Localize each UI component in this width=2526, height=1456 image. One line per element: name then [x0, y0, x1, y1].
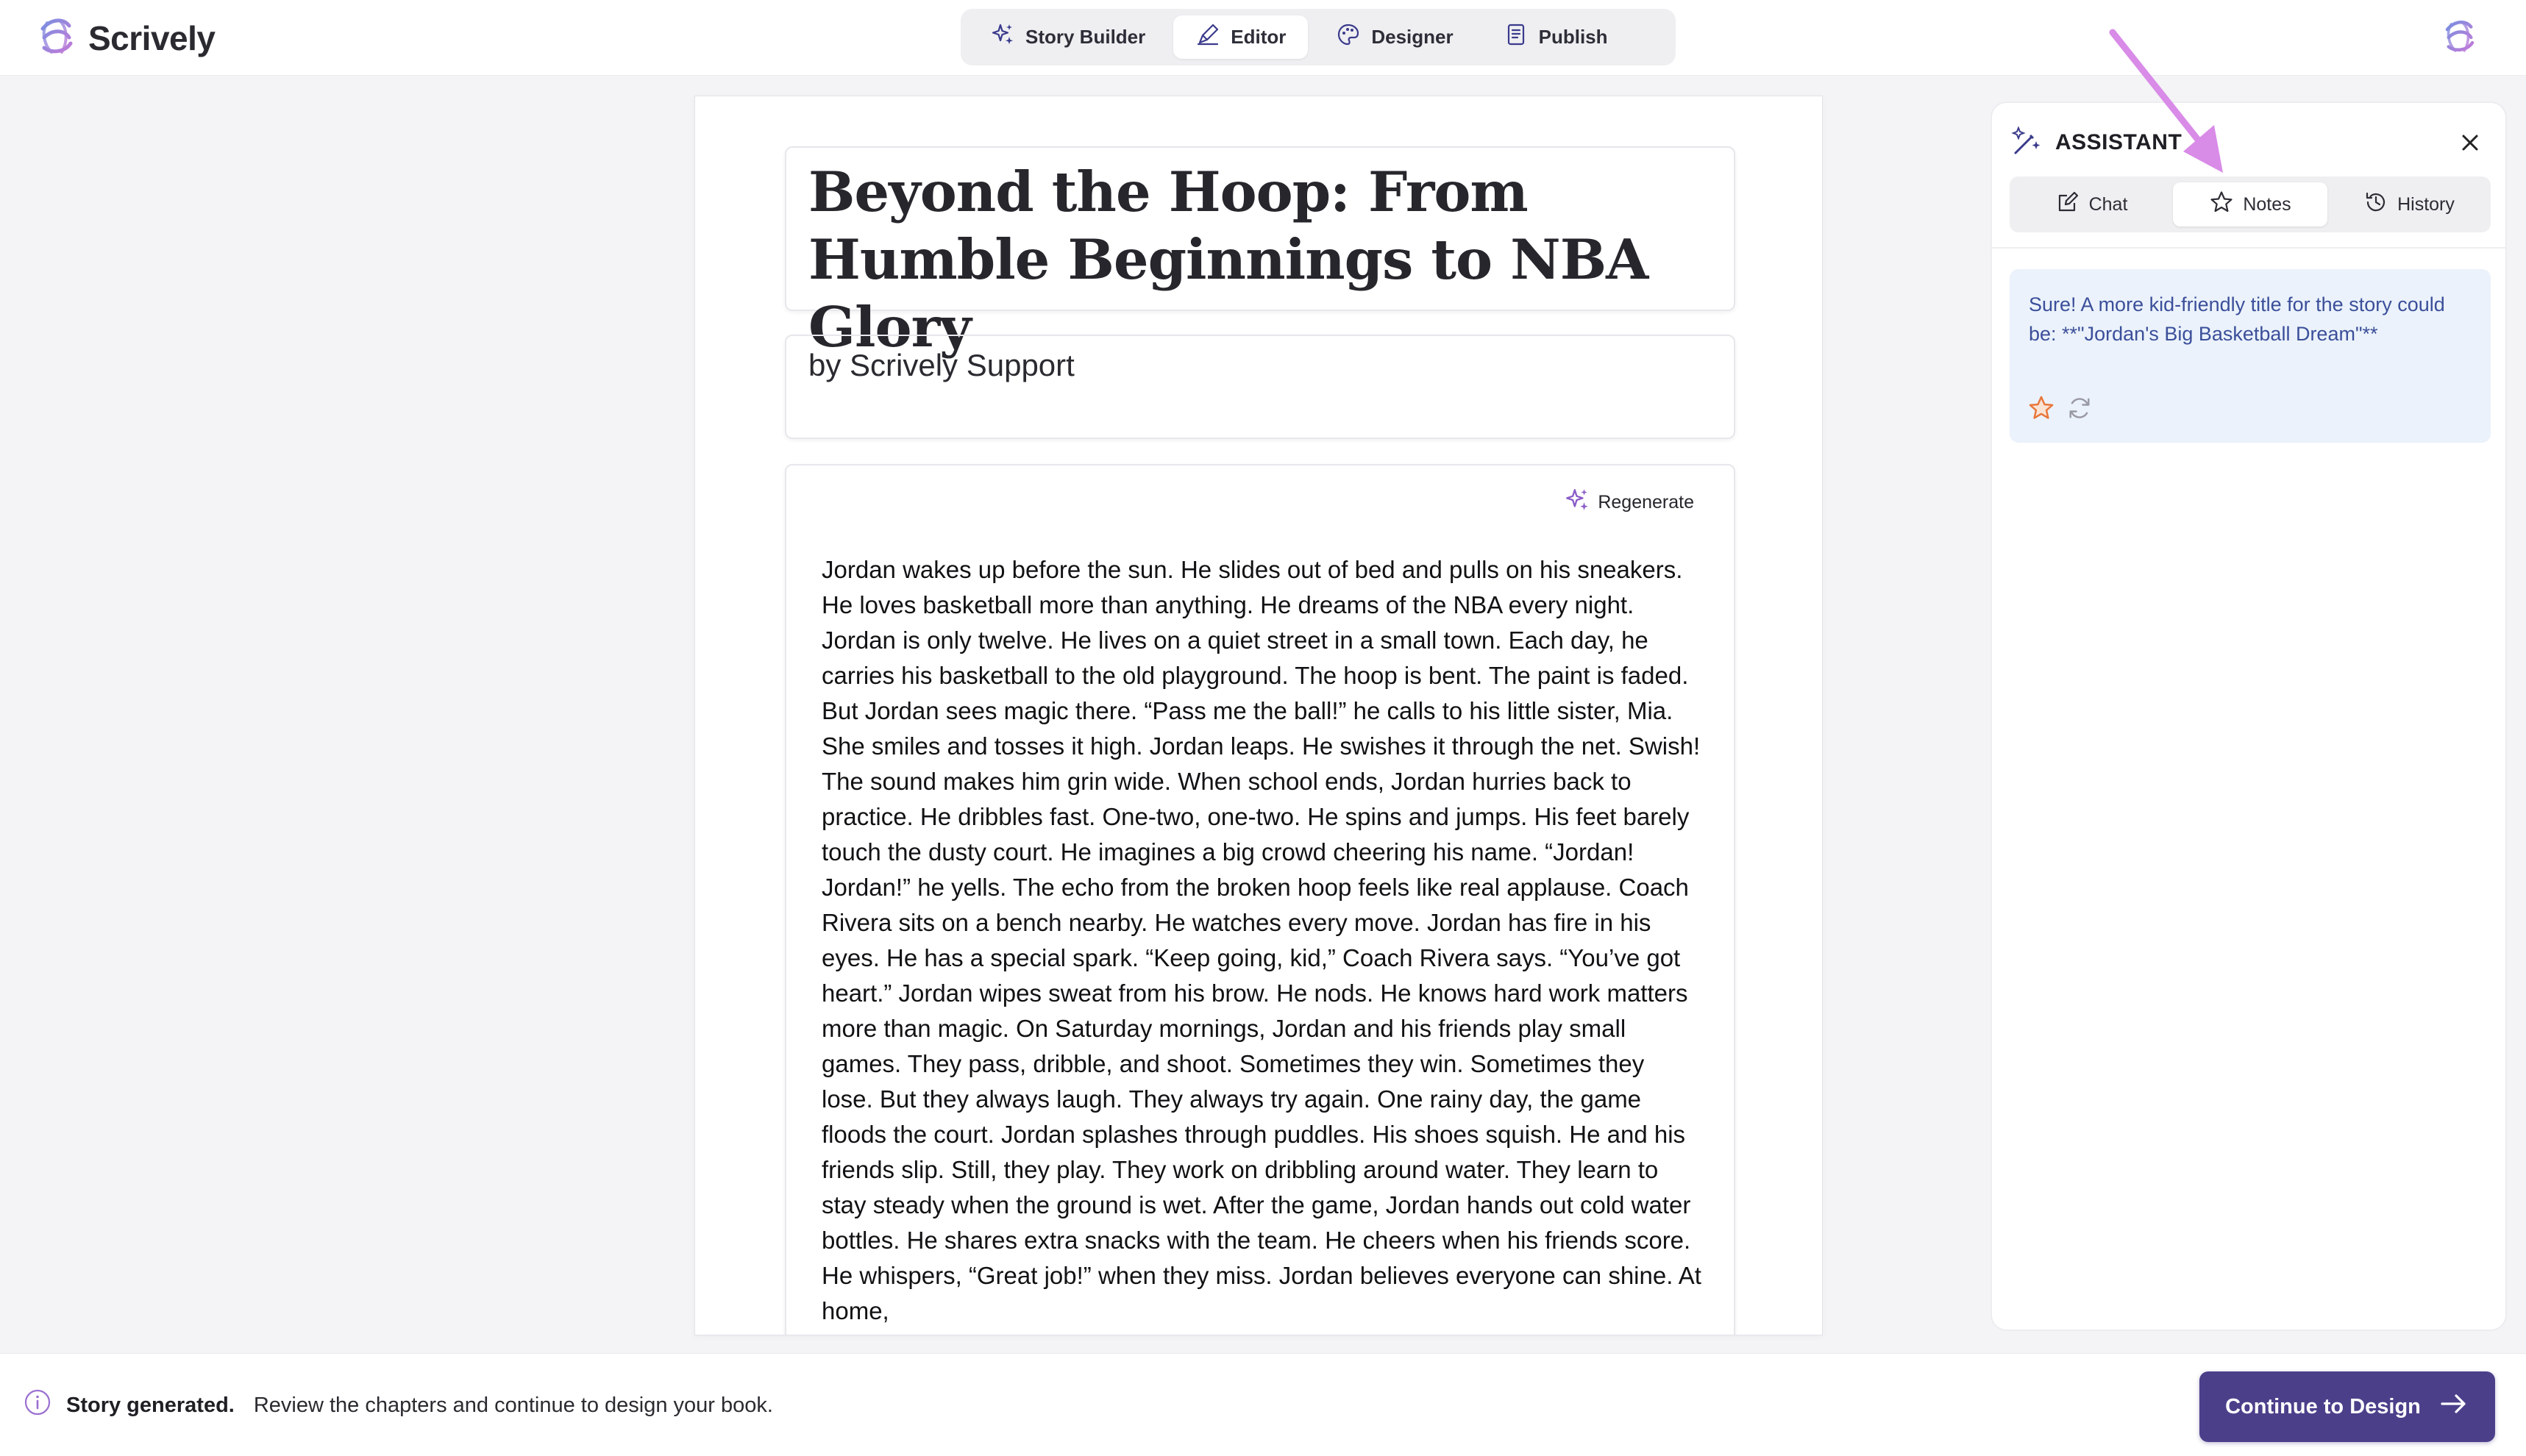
- tab-designer[interactable]: [1314, 15, 1475, 59]
- close-icon[interactable]: [2458, 131, 2482, 154]
- palette-icon: [1336, 22, 1361, 52]
- status-title: Story generated.: [66, 1393, 235, 1417]
- cta-label: Continue to Design: [2225, 1394, 2421, 1418]
- story-title[interactable]: Beyond the Hoop: From Humble Beginnings to NBA Glory: [808, 160, 1648, 360]
- note-card: [2010, 269, 2491, 443]
- annotation-arrow-icon: [2096, 22, 2244, 188]
- assistant-tabs: [2010, 176, 2491, 232]
- author-field[interactable]: [785, 335, 1735, 439]
- star-icon: [2209, 190, 2234, 220]
- star-icon[interactable]: [2027, 394, 2055, 426]
- tab-label: Notes: [2243, 193, 2291, 215]
- editor-document: [694, 96, 1823, 1335]
- tab-label: Chat: [2088, 193, 2128, 215]
- tab-notes[interactable]: [2173, 182, 2327, 226]
- edit-icon: [2055, 190, 2080, 220]
- tab-history[interactable]: [2332, 182, 2486, 226]
- tab-publish[interactable]: [1481, 15, 1630, 59]
- title-field[interactable]: [785, 146, 1735, 360]
- tab-label: Publish: [1538, 26, 1608, 48]
- refresh-icon[interactable]: [2066, 394, 2093, 426]
- chapter-text[interactable]: Jordan wakes up before the sun. He slides out of bed and pulls on his sneakers. He loves basketball more than anything. He dreams of the NBA every night. Jordan is only twelve. He lives on a quiet street in a small town. Each day, he carries his basketball to the old playground. The hoop is bent. The paint is faded. But Jordan sees magic there. “Pass me the ball!” he calls to his little sister, Mia. She smiles and tosses it high. Jordan leaps. He swishes it through the net. Swish! The sound makes him grin wide. When school ends, Jordan hurries back to practice. He dribbles fast. One-two, one-two. He spins and jumps. His feet barely touch the dusty court. He imagines a big crowd cheering his name. “Jordan! Jordan!” he yells. The echo from the broken hoop feels like real applause. Coach Rivera sits on a bench nearby. He watches every move. Jordan has fire in his eyes. He has a special spark. “Keep going, kid,” Coach Rivera says. “You’ve got heart.” Jordan wipes sweat from his brow. He nods. He knows hard work matters more than magic. On Saturday mornings, Jordan and his friends play small games. They pass, dribble, and shoot. Sometimes they win. Sometimes they lose. But they always laugh. They always try again. One rainy day, the game floods the court. Jordan splashes through puddles. His shoes squish. He and his friends slip. Still, they play. They work on dribbling around water. They learn to stay steady when the ground is wet. After the game, Jordan hands out cold water bottles. He shares extra snacks with the team. He cheers when his friends score. He whispers, “Great job!” when they miss. Jordan believes everyone can shine. At home,: [822, 556, 1701, 1324]
- chapter-section: [785, 464, 1735, 1335]
- regenerate-button[interactable]: [1564, 486, 1694, 518]
- note-actions: [2027, 394, 2093, 426]
- assistant-header: [2011, 122, 2486, 163]
- assistant-panel: [1990, 101, 2507, 1331]
- brand[interactable]: [35, 15, 215, 62]
- bottom-bar: [0, 1353, 2526, 1456]
- sparkles-icon: [990, 22, 1015, 52]
- sparkles-icon: [1564, 487, 1590, 518]
- tab-label: Editor: [1231, 26, 1287, 48]
- main-nav: [961, 9, 1676, 65]
- history-icon: [2363, 190, 2388, 220]
- divider: [1992, 247, 2505, 249]
- arrow-right-icon: [2438, 1388, 2469, 1425]
- tab-label: Designer: [1371, 26, 1454, 48]
- assistant-title: ASSISTANT: [2055, 130, 2182, 154]
- scrively-logo-icon: [35, 15, 78, 62]
- tab-label: Story Builder: [1025, 26, 1146, 48]
- tab-story-builder[interactable]: [968, 15, 1167, 59]
- tab-chat[interactable]: [2014, 182, 2169, 226]
- profile-logo-icon[interactable]: [2441, 18, 2479, 60]
- regenerate-label: Regenerate: [1598, 491, 1694, 513]
- note-text: Sure! A more kid-friendly title for the story could be: **"Jordan's Big Basketball Dream"**: [2029, 293, 2445, 345]
- document-icon: [1504, 22, 1529, 52]
- continue-to-design-button[interactable]: [2199, 1371, 2495, 1442]
- app-name: Scrively: [88, 19, 216, 57]
- magic-wand-icon: [2011, 125, 2043, 161]
- tab-editor[interactable]: [1173, 15, 1308, 59]
- tab-label: History: [2397, 193, 2455, 215]
- status-text: Review the chapters and continue to design your book.: [253, 1393, 773, 1417]
- info-icon: [24, 1388, 51, 1422]
- story-author[interactable]: by Scrively Support: [808, 348, 1075, 382]
- pen-icon: [1195, 22, 1220, 52]
- status-message: [24, 1385, 773, 1426]
